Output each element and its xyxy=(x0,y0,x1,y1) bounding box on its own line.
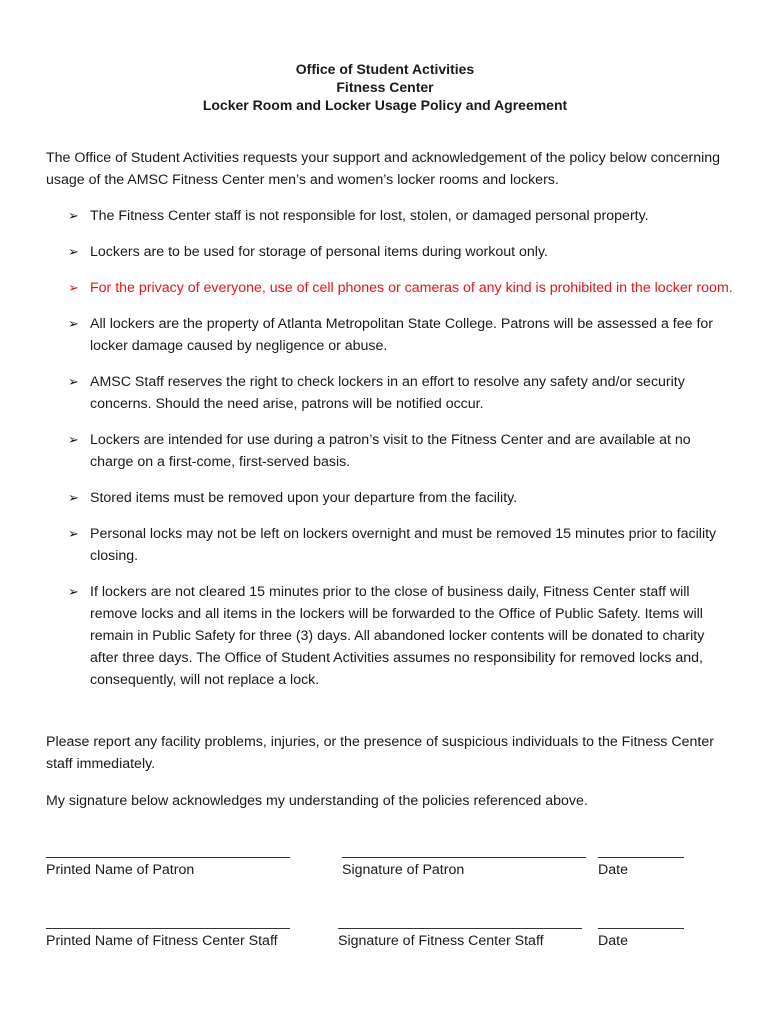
policy-item xyxy=(68,241,733,263)
policy-item-text: Lockers are to be used for storage of personal items during workout only. xyxy=(90,244,548,260)
policy-item xyxy=(68,313,733,357)
policy-item-text: AMSC Staff reserves the right to check lockers in an effort to resolve any safety and/or security concerns. Should the need arise, patrons will be notified occur. xyxy=(90,374,685,412)
arrow-bullet-icon: ➢ xyxy=(68,208,79,223)
arrow-bullet-icon: ➢ xyxy=(68,432,79,447)
patron-name-line[interactable] xyxy=(46,857,290,858)
policy-item xyxy=(68,371,733,415)
policy-item-highlighted xyxy=(68,277,733,299)
policy-item-text: The Fitness Center staff is not responsible for lost, stolen, or damaged personal property. xyxy=(90,208,649,224)
policy-item-text: Personal locks may not be left on lockers overnight and must be removed 15 minutes prior to facility closing. xyxy=(90,526,717,564)
policy-item xyxy=(68,581,733,691)
arrow-bullet-icon: ➢ xyxy=(68,584,79,599)
patron-name-label: Printed Name of Patron xyxy=(46,862,195,878)
arrow-bullet-icon: ➢ xyxy=(68,280,79,295)
arrow-bullet-icon: ➢ xyxy=(68,316,79,331)
staff-name-label: Printed Name of Fitness Center Staff xyxy=(46,933,278,949)
policy-item-text: All lockers are the property of Atlanta Metropolitan State College. Patrons will be assessed a fee for locker damage caused by negligence or abuse. xyxy=(90,316,714,354)
arrow-bullet-icon: ➢ xyxy=(68,374,79,389)
policy-item xyxy=(68,487,733,509)
header-title: Locker Room and Locker Usage Policy and Agreement xyxy=(202,97,568,113)
patron-signature-label: Signature of Patron xyxy=(342,862,465,878)
patron-signature-line[interactable] xyxy=(342,857,586,858)
policy-item-text: If lockers are not cleared 15 minutes prior to the close of business daily, Fitness Center staff will remove locks and all items in the lockers will be forwarded to the Office of Public Safety. Items will remain in Public Safety for three (3) days. All abandoned locker contents will be donated to charity after three days. The Office of Student Activities assumes no responsibility for removed locks and, consequently, will not replace a lock. xyxy=(90,584,705,688)
header-center: Fitness Center xyxy=(336,79,434,95)
arrow-bullet-icon: ➢ xyxy=(68,490,79,505)
patron-date-label: Date xyxy=(598,862,628,878)
acknowledge-paragraph: My signature below acknowledges my understanding of the policies referenced above. xyxy=(46,793,588,809)
arrow-bullet-icon: ➢ xyxy=(68,244,79,259)
report-paragraph: Please report any facility problems, injuries, or the presence of suspicious individuals to the Fitness Center staff immediately. xyxy=(46,734,714,772)
staff-signature-line[interactable] xyxy=(338,928,582,929)
policy-item-text: Lockers are intended for use during a patron’s visit to the Fitness Center and are available at no charge on a first-come, first-served basis. xyxy=(90,432,691,470)
staff-date-line[interactable] xyxy=(598,928,684,929)
policy-item xyxy=(68,205,733,227)
arrow-bullet-icon: ➢ xyxy=(68,526,79,541)
policy-item xyxy=(68,429,733,473)
staff-name-line[interactable] xyxy=(46,928,290,929)
intro-paragraph: The Office of Student Activities requests your support and acknowledgement of the policy below concerning usage of the AMSC Fitness Center men’s and women’s locker rooms and lockers. xyxy=(46,150,721,188)
document-header xyxy=(0,60,770,114)
policy-item-text: For the privacy of everyone, use of cell phones or cameras of any kind is prohibited in the locker room. xyxy=(90,280,733,296)
patron-date-line[interactable] xyxy=(598,857,684,858)
policy-list xyxy=(68,205,733,705)
policy-item-text: Stored items must be removed upon your departure from the facility. xyxy=(90,490,518,506)
policy-item xyxy=(68,523,733,567)
header-office: Office of Student Activities xyxy=(295,61,475,77)
staff-signature-label: Signature of Fitness Center Staff xyxy=(338,933,544,949)
staff-date-label: Date xyxy=(598,933,628,949)
